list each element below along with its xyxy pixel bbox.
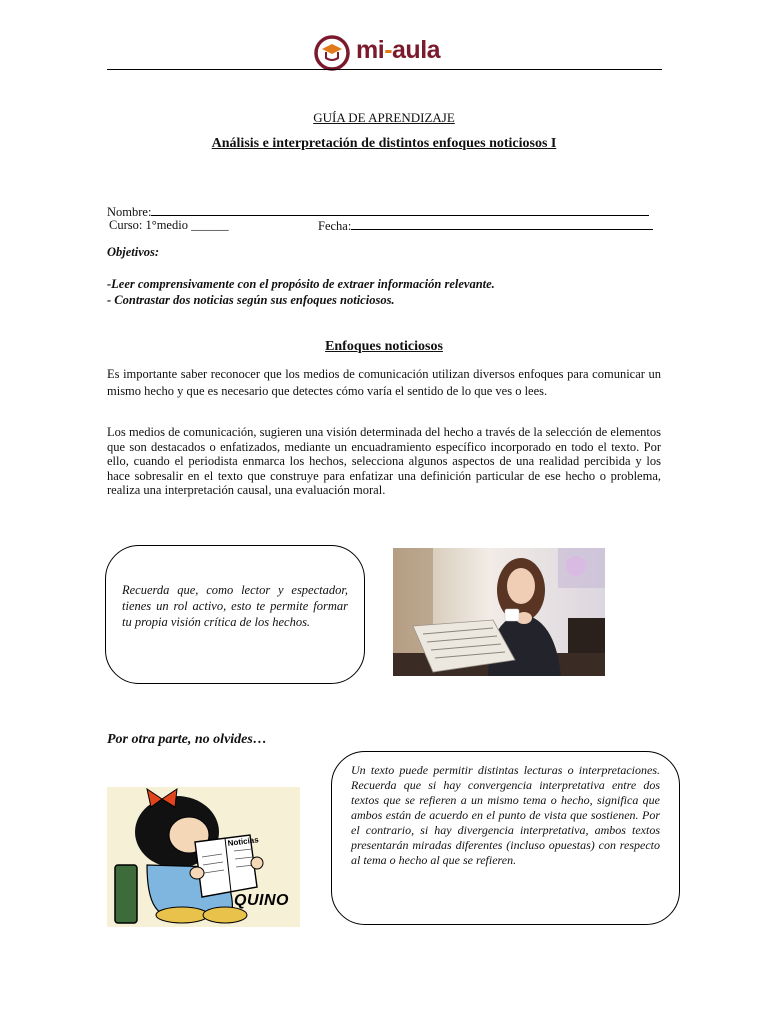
body-paragraph: Es importante saber reconocer que los medios de comunicación utilizan diversos enfoques para comunicar un mismo hecho y que es necesario que detectes cómo varía el sentido de lo que ves o lees.: [107, 367, 661, 398]
cartoon-signature: QUINO: [234, 892, 289, 909]
section-heading: Enfoques noticiosos: [325, 339, 443, 354]
callout-text: Un texto puede permitir distintas lecturas o interpretaciones. Recuerda que si hay convergencia interpretativa entre dos textos que se refieren a un mismo tema o hecho, significa que ambos están de acuerdo en el punto de vista que sostienen. Por el contrario, si hay divergencia interpretativa, ambos textos presentarán miradas diferentes (incluso opuestas) con respecto al tema o hecho al que se refieren.: [351, 763, 660, 867]
nombre-label: Nombre:: [107, 205, 152, 219]
body-paragraph: Los medios de comunicación, sugieren una visión determinada del hecho a través de la selección de elementos que son destacados o enfatizados, mediante un encuadramiento específico incorporado en todo el texto. Por ello, cuando el periodista enmarca los hechos, selecciona algunos aspectos de una realidad percibida y los hace sobresalir en el texto que construye para enfatizar una definición particular de ese hecho o problema, realiza una interpretación causal, una evaluación moral.: [107, 425, 661, 498]
fecha-input-line[interactable]: [351, 218, 653, 230]
reminder-heading: Por otra parte, no olvides…: [107, 732, 267, 747]
header-divider: [107, 69, 662, 70]
logo-dash: -: [384, 36, 393, 64]
logo-prefix: mi: [356, 36, 385, 64]
woman-reading-newspaper-photo: [393, 548, 605, 676]
fecha-label: Fecha:: [318, 219, 352, 233]
objective-item: - Contrastar dos noticias según sus enfoques noticiosos.: [107, 293, 395, 307]
newspaper-masthead: Noticias: [227, 835, 260, 848]
guide-title: GUÍA DE APRENDIZAJE: [313, 110, 455, 125]
page-title: Análisis e interpretación de distintos enfoques noticiosos I: [211, 136, 557, 151]
objective-item: -Leer comprensivamente con el propósito de extraer información relevante.: [107, 277, 495, 291]
objectives-label: Objetivos:: [107, 245, 160, 259]
logo-suffix: aula: [392, 36, 441, 64]
nombre-input-line[interactable]: [151, 204, 649, 216]
callout-text: Recuerda que, como lector y espectador, tienes un rol activo, esto te permite formar tu propia visión crítica de los hechos.: [122, 583, 348, 629]
curso-field: Curso: 1°medio ______: [109, 218, 229, 232]
fecha-field-row: [318, 218, 653, 234]
logo-wordmark: [356, 36, 440, 65]
